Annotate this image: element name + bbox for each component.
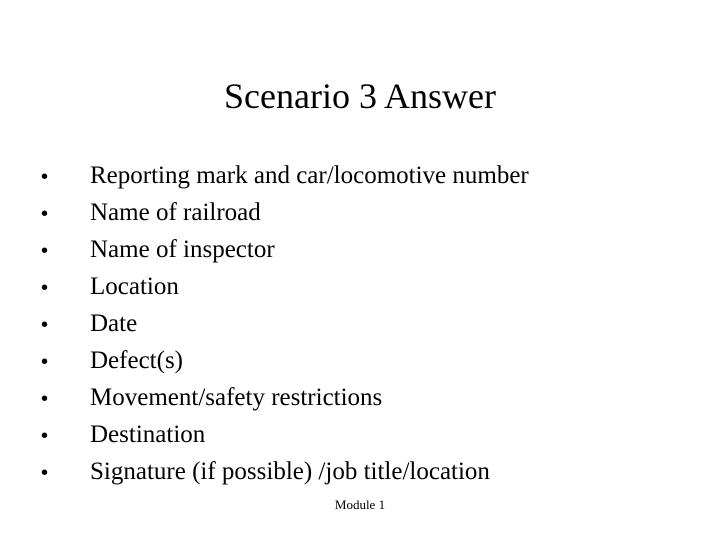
list-item xyxy=(40,305,529,342)
list-item xyxy=(40,157,529,194)
list-item-text: Movement/safety restrictions xyxy=(90,384,383,411)
bullet-icon: • xyxy=(41,462,49,484)
bullet-list xyxy=(40,157,529,490)
list-item xyxy=(40,231,529,268)
bullet-icon: • xyxy=(41,314,49,336)
bullet-icon: • xyxy=(41,166,49,188)
list-item-text: Date xyxy=(90,310,138,337)
list-item-text: Destination xyxy=(90,421,206,448)
list-item-text: Name of railroad xyxy=(90,199,261,226)
list-item xyxy=(40,379,529,416)
list-item-text: Defect(s) xyxy=(90,347,183,374)
bullet-icon: • xyxy=(41,425,49,447)
slide-footer: Module 1 xyxy=(334,497,386,512)
list-item xyxy=(40,453,529,490)
list-item xyxy=(40,416,529,453)
slide-title: Scenario 3 Answer xyxy=(224,76,496,116)
list-item-text: Location xyxy=(90,273,179,300)
bullet-icon: • xyxy=(41,351,49,373)
list-item-text: Reporting mark and car/locomotive number xyxy=(90,162,529,189)
list-item-text: Name of inspector xyxy=(90,236,275,263)
bullet-icon: • xyxy=(41,277,49,299)
bullet-icon: • xyxy=(41,240,49,262)
list-item xyxy=(40,342,529,379)
bullet-icon: • xyxy=(41,388,49,410)
list-item xyxy=(40,194,529,231)
list-item-text: Signature (if possible) /job title/location xyxy=(90,458,490,485)
list-item xyxy=(40,268,529,305)
bullet-icon: • xyxy=(41,203,49,225)
